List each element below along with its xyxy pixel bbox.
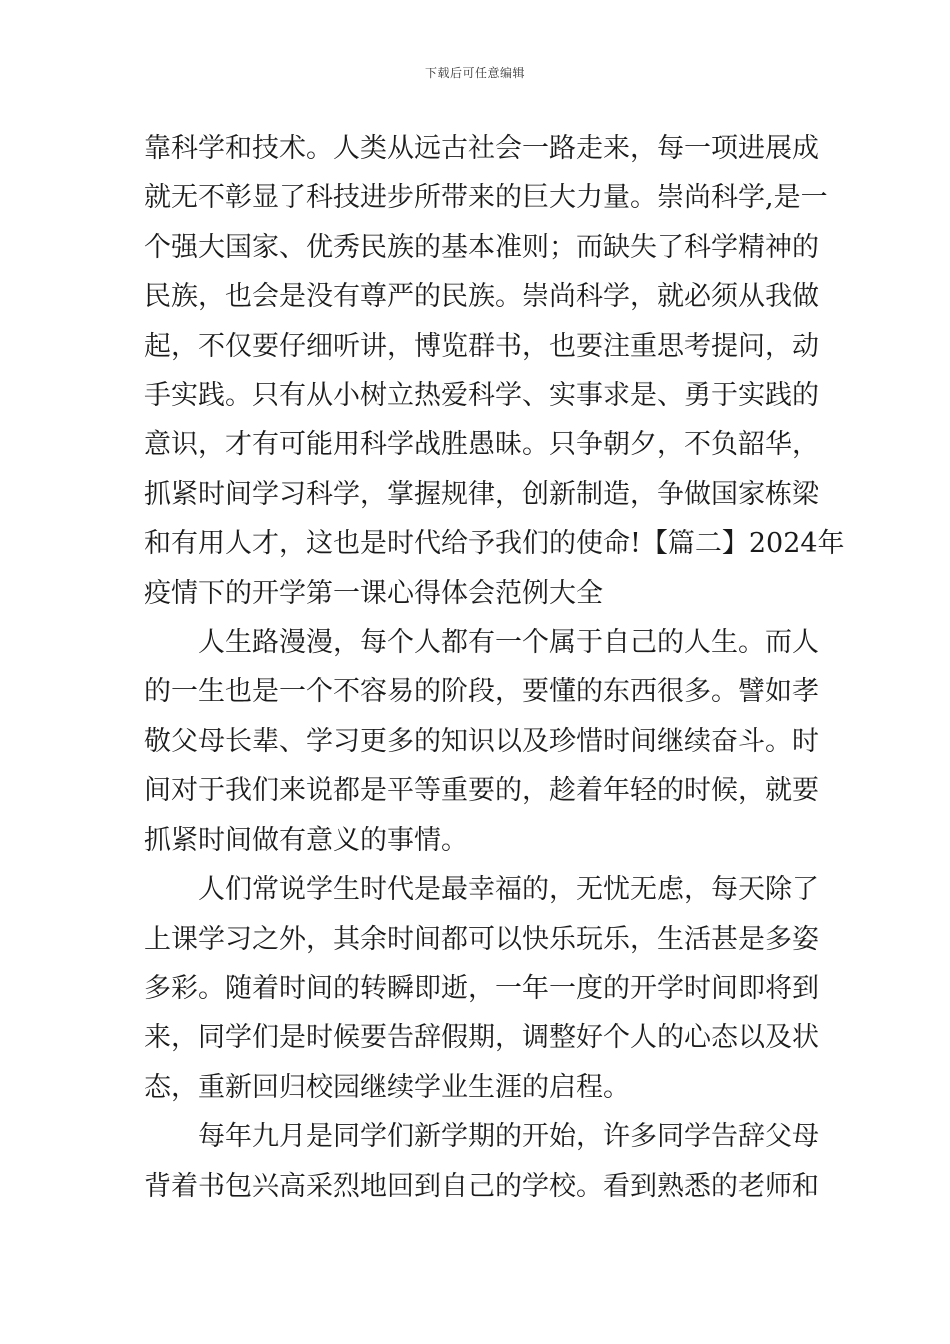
text-line: 上课学习之外，其余时间都可以快乐玩乐，生活甚是多姿 xyxy=(144,923,819,955)
page-header: 下载后可任意编辑 xyxy=(424,66,525,80)
paragraph-3 xyxy=(144,865,819,1112)
text-line: 背着书包兴高采烈地回到自己的学校。看到熟悉的老师和 xyxy=(144,1170,819,1202)
text-line: 和有用人才，这也是时代给予我们的使命!【篇二】2024年 xyxy=(144,528,845,560)
text-line: 靠科学和技术。人类从远古社会一路走来，每一项进展成 xyxy=(144,133,819,164)
text-line: 人生路漫漫，每个人都有一个属于自己的人生。而人 xyxy=(198,627,819,659)
text-line: 态，重新回归校园继续学业生涯的启程。 xyxy=(144,1071,630,1103)
document-body xyxy=(144,124,845,1211)
text-line: 抓紧时间学习科学，掌握规律，创新制造，争做国家栋梁 xyxy=(144,478,819,510)
text-line: 就无不彰显了科技进步所带来的巨大力量。崇尚科学,是一 xyxy=(144,182,828,214)
paragraph-2 xyxy=(144,618,819,865)
text-line: 抓紧时间做有意义的事情。 xyxy=(144,824,468,856)
text-line: 手实践。只有从小树立热爱科学、实事求是、勇于实践的 xyxy=(144,380,819,412)
text-line: 民族，也会是没有尊严的民族。崇尚科学，就必须从我做 xyxy=(144,281,819,313)
text-line: 疫情下的开学第一课心得体会范例大全 xyxy=(144,577,603,609)
text-line: 每年九月是同学们新学期的开始，许多同学告辞父母 xyxy=(198,1121,819,1153)
text-line: 敬父母长辈、学习更多的知识以及珍惜时间继续奋斗。时 xyxy=(144,725,819,757)
text-line: 人们常说学生时代是最幸福的，无忧无虑，每天除了 xyxy=(198,874,819,906)
text-line: 间对于我们来说都是平等重要的，趁着年轻的时候，就要 xyxy=(144,775,819,807)
text-line: 多彩。随着时间的转瞬即逝，一年一度的开学时间即将到 xyxy=(144,972,819,1004)
text-line: 个强大国家、优秀民族的基本准则；而缺失了科学精神的 xyxy=(144,231,819,263)
text-line: 起，不仅要仔细听讲，博览群书，也要注重思考提问，动 xyxy=(144,330,819,362)
paragraph-4 xyxy=(144,1112,819,1211)
text-line: 意识，才有可能用科学战胜愚昧。只争朝夕，不负韶华， xyxy=(144,429,819,461)
text-line: 的一生也是一个不容易的阶段，要懂的东西很多。譬如孝 xyxy=(144,676,819,708)
text-line: 来，同学们是时候要告辞假期，调整好个人的心态以及状 xyxy=(144,1022,819,1054)
paragraph-1 xyxy=(144,124,845,618)
